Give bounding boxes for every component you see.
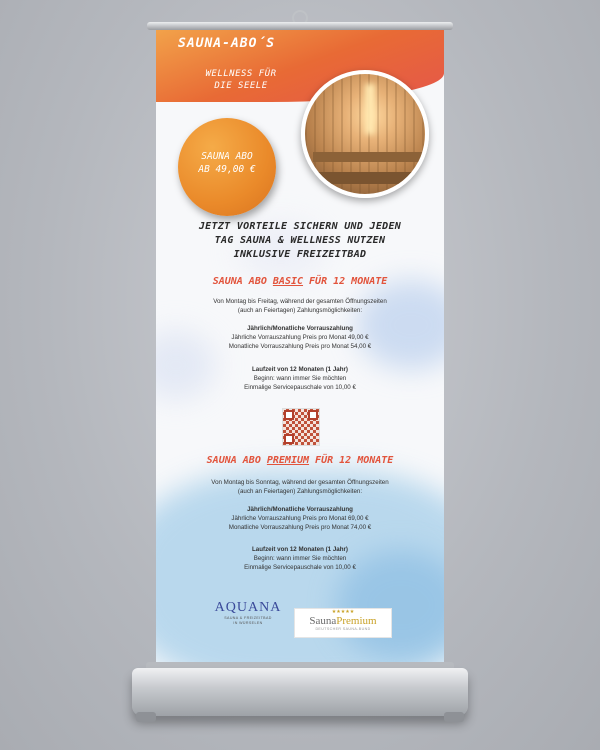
heading-suffix: FÜR 12 MONATE [303,276,388,287]
payment-monthly: Monatliche Vorrauszahlung Preis pro Monat 54,00 € [228,343,372,350]
term-fee: Einmalige Servicepauschale von 10,00 € [244,384,356,391]
intro-line: (auch an Feiertagen) Zahlungsmöglichkeiten: [237,488,363,495]
basic-heading [156,276,444,287]
sauna-premium-name [295,615,391,627]
qr-corner [284,434,294,444]
term-title: Laufzeit von 12 Monaten (1 Jahr) [252,366,348,373]
qr-corner [308,410,318,420]
premium-name-part: Sauna [309,615,337,627]
banner-title: SAUNA-ABO´S [178,36,276,51]
banner-top-bar [147,22,453,30]
payment-yearly: Jährliche Vorrauszahlung Preis pro Monat 49,00 € [231,334,369,341]
term-title: Laufzeit von 12 Monaten (1 Jahr) [252,546,348,553]
term-fee: Einmalige Servicepauschale von 10,00 € [244,564,356,571]
payment-monthly: Monatliche Vorrauszahlung Preis pro Monat 74,00 € [228,524,372,531]
price-value: AB 49,00 € [198,164,256,175]
star-icon: ★★★★★ [331,609,355,615]
headline-line: JETZT VORTEILE SICHERN UND JEDEN [198,221,402,232]
premium-intro [170,478,430,496]
basic-term [170,365,430,392]
price-label: SAUNA ABO [201,151,253,162]
premium-tagline: DEUTSCHER SAUNA-BUND [315,627,371,631]
rollup-banner [156,30,444,670]
qr-corner [284,410,294,420]
premium-payment [170,505,430,532]
sauna-bench [305,172,429,184]
banner-subtitle [186,68,296,92]
sauna-premium-logo [294,608,392,638]
price-badge [178,118,276,216]
payment-title: Jährlich/Monatliche Vorrauszahlung [247,325,353,332]
basic-intro [170,297,430,315]
subtitle-line: DIE SEELE [214,81,268,91]
payment-yearly: Jährliche Vorrauszahlung Preis pro Monat 69,00 € [231,515,369,522]
term-start: Beginn: wann immer Sie möchten [253,555,347,562]
heading-suffix: FÜR 12 MONATE [309,455,394,466]
headline-line: INKLUSIVE FREIZEITBAD [233,249,367,260]
heading-highlight: PREMIUM [266,455,310,466]
banner-stand-base [132,668,468,716]
aquana-subline: IN WÜRSELEN [233,621,263,625]
sauna-light [365,84,375,134]
heading-highlight: BASIC [272,276,304,287]
main-headline [164,220,436,262]
term-start: Beginn: wann immer Sie möchten [253,375,347,382]
heading-prefix: SAUNA ABO [212,276,273,287]
premium-heading [156,455,444,466]
heading-prefix: SAUNA ABO [206,455,267,466]
aquana-subline: SAUNA & FREIZEITBAD [224,616,272,620]
premium-term [170,545,430,572]
stand-foot [444,712,464,722]
aquana-logo [208,600,288,626]
stand-foot [136,712,156,722]
premium-name-part: Premium [336,615,377,627]
sauna-bench [313,152,423,162]
qr-code[interactable] [282,408,320,446]
subtitle-line: WELLNESS FÜR [205,69,277,79]
sauna-photo [301,70,429,198]
aquana-name: AQUANA [214,600,282,615]
price-badge-text [178,150,276,176]
headline-line: TAG SAUNA & WELLNESS NUTZEN [214,235,386,246]
intro-line: Von Montag bis Sonntag, während der gesamten Öffnungszeiten [211,479,389,486]
payment-title: Jährlich/Monatliche Vorrauszahlung [247,506,353,513]
intro-line: Von Montag bis Freitag, während der gesamten Öffnungszeiten [213,298,387,305]
intro-line: (auch an Feiertagen) Zahlungsmöglichkeiten: [237,307,363,314]
basic-payment [170,324,430,351]
